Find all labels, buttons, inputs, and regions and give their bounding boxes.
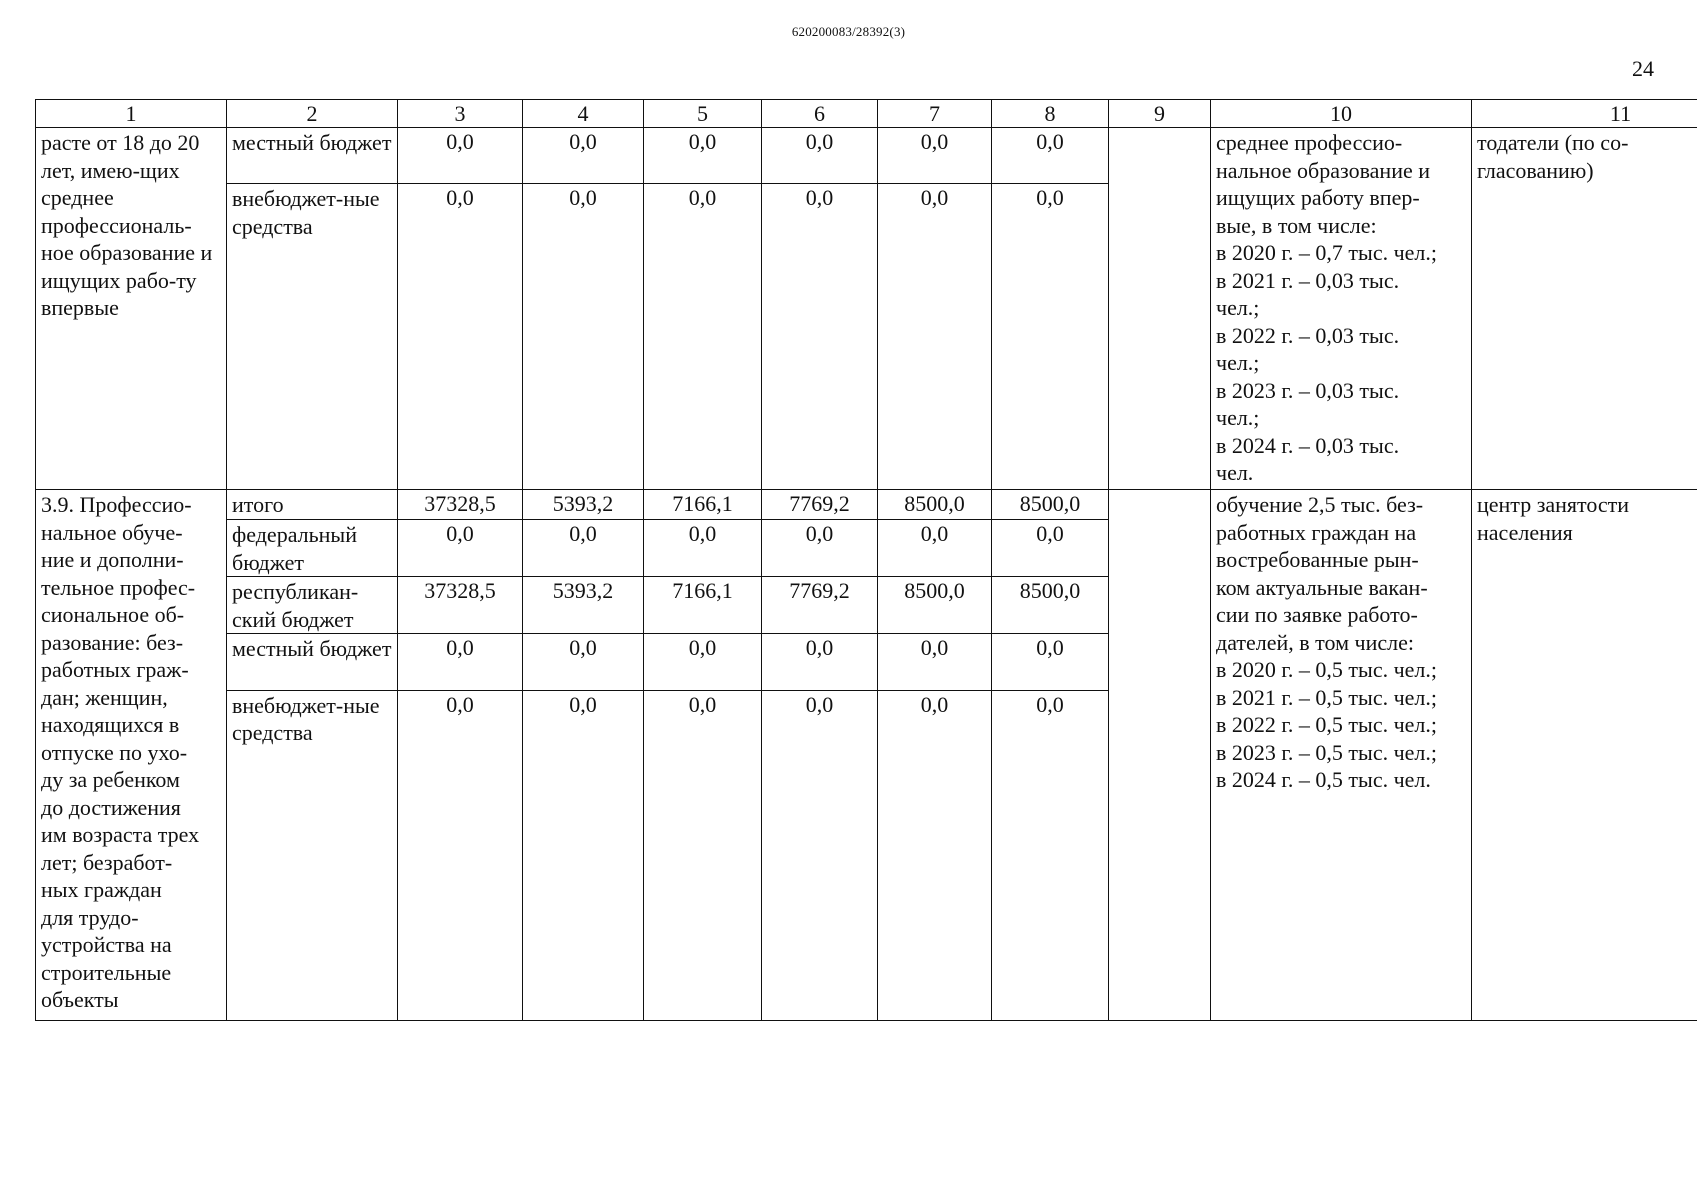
description-line: тельное профес- — [41, 574, 196, 600]
value-cell: 5393,2 — [523, 490, 644, 520]
description-line: дан; женщин, — [41, 684, 168, 710]
result-line: в 2020 г. – 0,7 тыс. чел.; — [1216, 240, 1438, 265]
description-line: лет; безработ- — [41, 849, 173, 875]
value-cell: 8500,0 — [878, 490, 992, 520]
description-text: расте от 18 до 20 лет, имею-щих среднее профессиональ-ное образование и ищущих рабо-ту впервые — [41, 130, 213, 320]
description-line: находящихся в — [41, 712, 180, 738]
funding-source: федеральный бюджет — [227, 520, 398, 577]
value-cell: 0,0 — [762, 690, 878, 1020]
value-cell: 0,0 — [878, 184, 992, 490]
description-line: сиональное об- — [41, 602, 185, 628]
value-cell: 0,0 — [523, 690, 644, 1020]
description-line: 3.9. Профессио- — [41, 492, 192, 518]
document-id: 620200083/28392(3) — [791, 24, 906, 39]
table-row — [36, 490, 1697, 520]
value-cell: 0,0 — [398, 184, 523, 490]
description-line: до достижения — [41, 794, 181, 820]
result-line: нальное образование и — [1216, 157, 1431, 183]
table-row — [36, 128, 1697, 184]
value-cell: 0,0 — [992, 690, 1109, 1020]
value-cell: 0,0 — [992, 128, 1109, 184]
executor-line: центр занятости — [1477, 492, 1630, 518]
description-line: нальное обуче- — [41, 519, 183, 545]
funding-source: местный бюджет — [227, 634, 398, 690]
value-cell: 0,0 — [523, 634, 644, 690]
value-cell: 8500,0 — [992, 490, 1109, 520]
value-cell: 7769,2 — [762, 577, 878, 634]
value-cell: 0,0 — [523, 128, 644, 184]
value-cell: 0,0 — [398, 634, 523, 690]
result-line: чел.; — [1216, 295, 1260, 320]
value-cell: 0,0 — [644, 520, 762, 577]
result-line: в 2020 г. – 0,5 тыс. чел.; — [1216, 657, 1438, 683]
value-cell: 7166,1 — [644, 490, 762, 520]
col9-cell — [1109, 490, 1211, 1021]
value-cell: 0,0 — [762, 634, 878, 690]
funding-source: итого — [227, 490, 398, 520]
result-line: в 2024 г. – 0,5 тыс. чел. — [1216, 767, 1431, 793]
description-line: работных граж- — [41, 657, 189, 683]
value-cell: 37328,5 — [398, 577, 523, 634]
value-cell: 0,0 — [644, 184, 762, 490]
result-line: востребованные рын- — [1216, 547, 1419, 573]
funding-source: внебюджет-ные средства — [227, 690, 398, 1020]
result-line: среднее профессио- — [1216, 130, 1403, 155]
expected-result — [1211, 490, 1472, 1021]
value-cell: 8500,0 — [992, 577, 1109, 634]
executor-line: гласованию) — [1477, 157, 1594, 183]
col-header: 9 — [1109, 100, 1211, 128]
description-line: ных граждан — [41, 877, 162, 903]
description-line: им возраста трех — [41, 822, 200, 848]
value-cell: 0,0 — [992, 184, 1109, 490]
funding-source: республикан-ский бюджет — [227, 577, 398, 634]
result-line: в 2023 г. – 0,03 тыс. — [1216, 377, 1400, 403]
value-cell: 0,0 — [878, 520, 992, 577]
col-header: 3 — [398, 100, 523, 128]
measure-description — [36, 128, 227, 490]
result-line: дателей, в том числе: — [1216, 629, 1414, 655]
col-header: 10 — [1211, 100, 1472, 128]
description-line: ние и дополни- — [41, 547, 184, 573]
value-cell: 0,0 — [398, 520, 523, 577]
description-line: устройства на — [41, 932, 172, 958]
value-cell: 0,0 — [644, 128, 762, 184]
value-cell: 0,0 — [762, 128, 878, 184]
value-cell: 0,0 — [398, 690, 523, 1020]
responsible-executor — [1472, 128, 1697, 490]
description-line: ду за ребенком — [41, 767, 180, 793]
col-header: 8 — [992, 100, 1109, 128]
value-cell: 0,0 — [878, 634, 992, 690]
col-header: 7 — [878, 100, 992, 128]
result-line: в 2022 г. – 0,5 тыс. чел.; — [1216, 712, 1438, 738]
col-header: 5 — [644, 100, 762, 128]
funding-source: местный бюджет — [227, 128, 398, 184]
description-line: разование: без- — [41, 629, 184, 655]
value-cell: 0,0 — [878, 690, 992, 1020]
col-header: 6 — [762, 100, 878, 128]
value-cell: 37328,5 — [398, 490, 523, 520]
col-header: 4 — [523, 100, 644, 128]
result-line: ком актуальные вакан- — [1216, 574, 1428, 600]
result-line: в 2022 г. – 0,03 тыс. — [1216, 322, 1400, 348]
value-cell: 0,0 — [523, 520, 644, 577]
expected-result — [1211, 128, 1472, 490]
result-line: в 2021 г. – 0,5 тыс. чел.; — [1216, 684, 1438, 710]
value-cell: 0,0 — [878, 128, 992, 184]
result-line: чел. — [1216, 460, 1254, 485]
responsible-executor — [1472, 490, 1697, 1021]
value-cell: 0,0 — [762, 520, 878, 577]
result-line: в 2024 г. – 0,03 тыс. — [1216, 432, 1400, 458]
value-cell: 0,0 — [992, 634, 1109, 690]
description-line: отпуске по ухо- — [41, 739, 188, 765]
description-line: для трудо- — [41, 904, 139, 930]
program-table — [35, 99, 1697, 1021]
value-cell: 0,0 — [644, 634, 762, 690]
value-cell: 0,0 — [992, 520, 1109, 577]
value-cell: 8500,0 — [878, 577, 992, 634]
executor-line: тодатели (по со- — [1477, 130, 1629, 155]
description-line: строительные — [41, 959, 172, 985]
result-line: работных граждан на — [1216, 519, 1417, 545]
result-line: чел.; — [1216, 405, 1260, 430]
col-header: 1 — [36, 100, 227, 128]
result-line: ищущих работу впер- — [1216, 185, 1420, 210]
col9-cell — [1109, 128, 1211, 490]
col-header: 2 — [227, 100, 398, 128]
result-line: сии по заявке работо- — [1216, 602, 1418, 628]
measure-description — [36, 490, 227, 1021]
column-number-row — [36, 100, 1697, 128]
value-cell: 0,0 — [762, 184, 878, 490]
result-line: в 2021 г. – 0,03 тыс. — [1216, 267, 1400, 293]
page-number: 24 — [1632, 56, 1654, 81]
result-line: вые, в том числе: — [1216, 212, 1377, 238]
result-line: в 2023 г. – 0,5 тыс. чел.; — [1216, 739, 1438, 765]
value-cell: 5393,2 — [523, 577, 644, 634]
value-cell: 7769,2 — [762, 490, 878, 520]
value-cell: 7166,1 — [644, 577, 762, 634]
value-cell: 0,0 — [644, 690, 762, 1020]
result-line: обучение 2,5 тыс. без- — [1216, 492, 1424, 518]
col-header: 11 — [1472, 100, 1697, 128]
funding-source: внебюджет-ные средства — [227, 184, 398, 490]
value-cell: 0,0 — [523, 184, 644, 490]
executor-line: населения — [1477, 519, 1573, 545]
value-cell: 0,0 — [398, 128, 523, 184]
result-line: чел.; — [1216, 350, 1260, 375]
description-line: объекты — [41, 987, 119, 1013]
